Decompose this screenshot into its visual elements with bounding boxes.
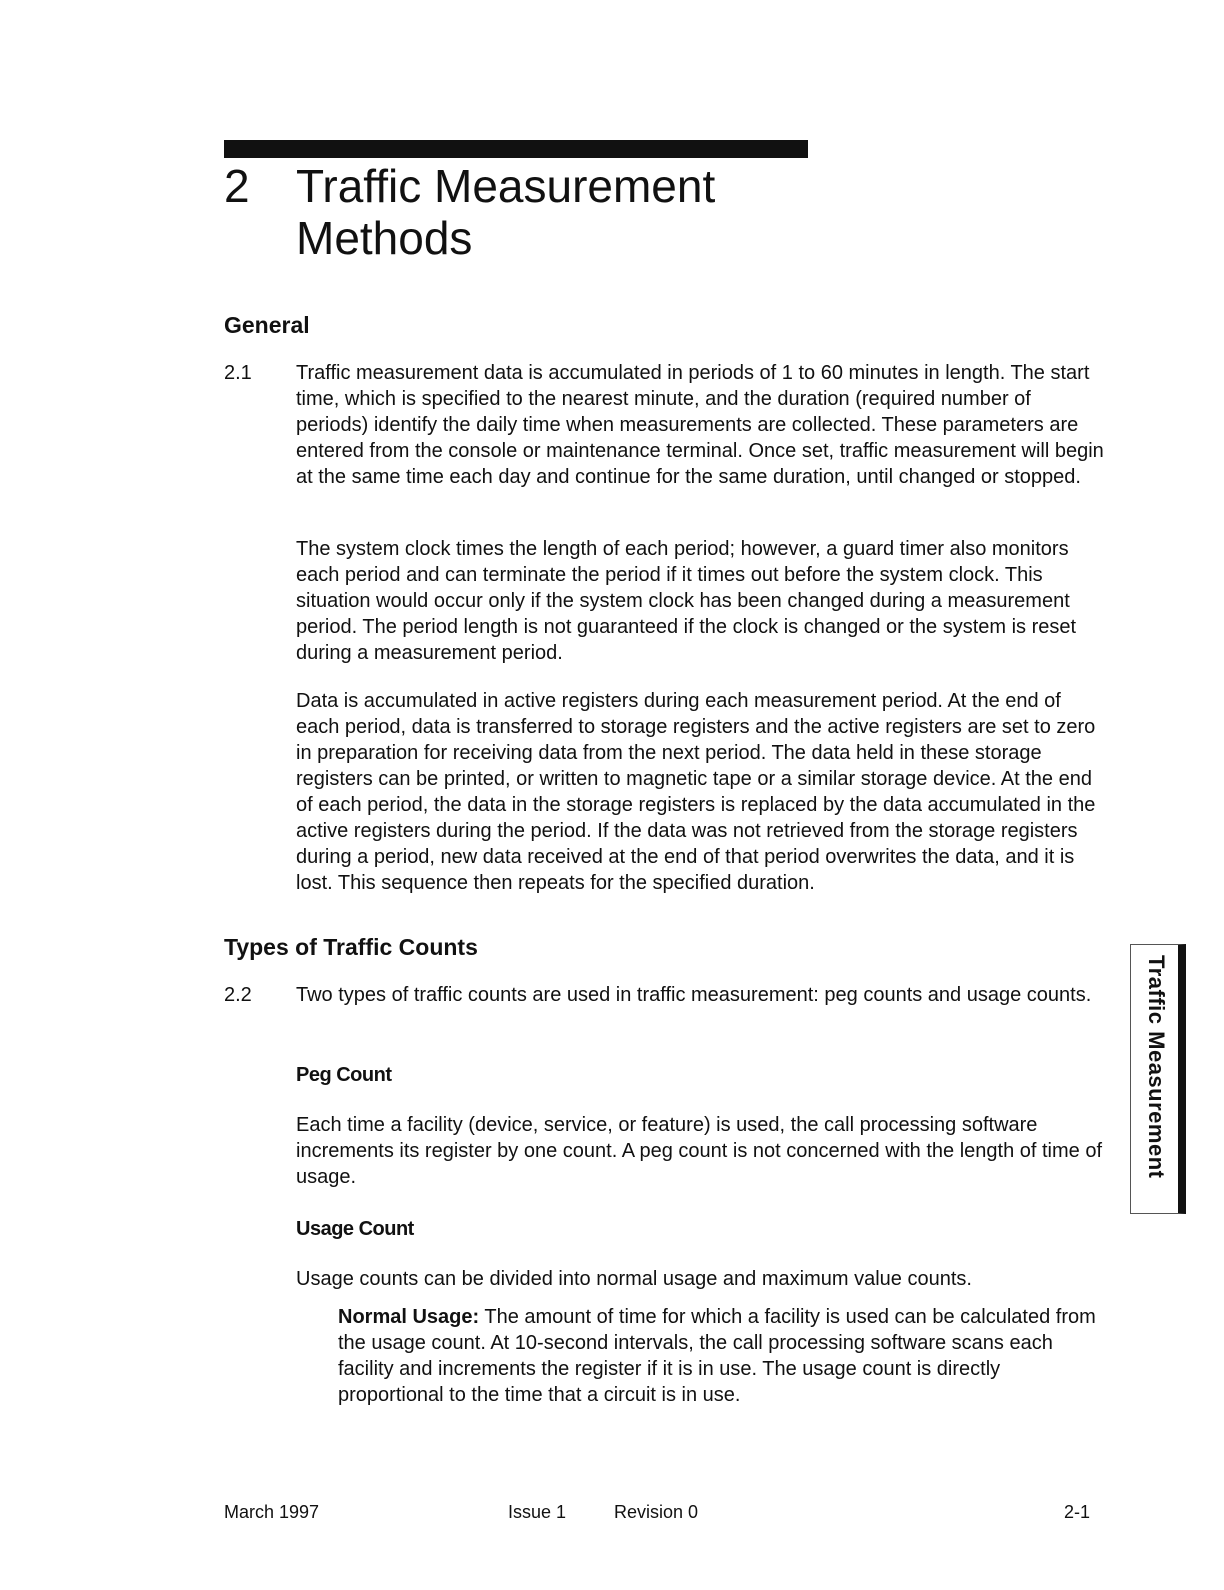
footer-revision: Revision 0	[614, 1502, 699, 1522]
types-intro-paragraph: Two types of traffic counts are used in traffic measurement: peg counts and usage counts.	[296, 984, 1092, 1006]
chapter-number: 2	[224, 160, 250, 212]
chapter-rule	[224, 140, 808, 158]
peg-count-paragraph: Each time a facility (device, service, or feature) is used, the call processing software increments its register by one count. A peg count is not concerned with the length of time of usage.	[296, 1114, 1103, 1188]
peg-count-heading: Peg Count	[296, 1064, 392, 1086]
footer-date: March 1997	[224, 1502, 320, 1522]
footer-issue: Issue 1	[508, 1502, 567, 1522]
footer-page-number: 2-1	[1064, 1502, 1091, 1522]
side-tab-label: Traffic Measurement	[1144, 955, 1169, 1179]
general-paragraph-1: Traffic measurement data is accumulated in periods of 1 to 60 minutes in length. The start time, which is specified to the nearest minute, and the duration (required number of periods) identify the daily time when measurements are collected. These parameters are entered from the console or maintenance terminal. Once set, traffic measurement will begin at the same time each day and continue for the same duration, until changed or stopped.	[296, 362, 1104, 488]
normal-usage-text: The amount of time for which a facility is used can be calculated from the usage count. At 10-second intervals, the call processing software scans each facility and increments the register if it is in use. The usage count is directly proportional to the time that a circuit is in use.	[338, 1306, 1096, 1406]
usage-count-heading: Usage Count	[296, 1218, 414, 1240]
paragraph-number-2-2: 2.2	[224, 984, 252, 1006]
usage-count-paragraph: Usage counts can be divided into normal usage and maximum value counts.	[296, 1268, 972, 1290]
paragraph-number-2-1: 2.1	[224, 362, 252, 384]
chapter-side-tab	[1130, 944, 1186, 1214]
normal-usage-paragraph	[338, 1304, 1106, 1408]
normal-usage-label: Normal Usage:	[338, 1306, 480, 1328]
general-paragraph-3: Data is accumulated in active registers during each measurement period. At the end of each period, data is transferred to storage registers and the active registers are set to zero in preparation for receiving data from the next period. The data held in these storage registers can be printed, or written to magnetic tape or a similar storage device. At the end of each period, the data in the storage registers is replaced by the data accumulated in the active registers during the period. If the data was not retrieved from the storage registers during a period, new data received at the end of that period overwrites the data, and it is lost. This sequence then repeats for the specified duration.	[296, 690, 1096, 894]
section-heading-general: General	[224, 312, 310, 338]
general-paragraph-2: The system clock times the length of each period; however, a guard timer also monitors each period and can terminate the period if it times out before the system clock. This situation would occur only if the system clock has been changed during a measurement period. The period length is not guaranteed if the clock is changed or the system is reset during a measurement period.	[296, 538, 1077, 664]
section-heading-types: Types of Traffic Counts	[224, 934, 478, 960]
chapter-title: Traffic Measurement Methods	[296, 160, 716, 264]
